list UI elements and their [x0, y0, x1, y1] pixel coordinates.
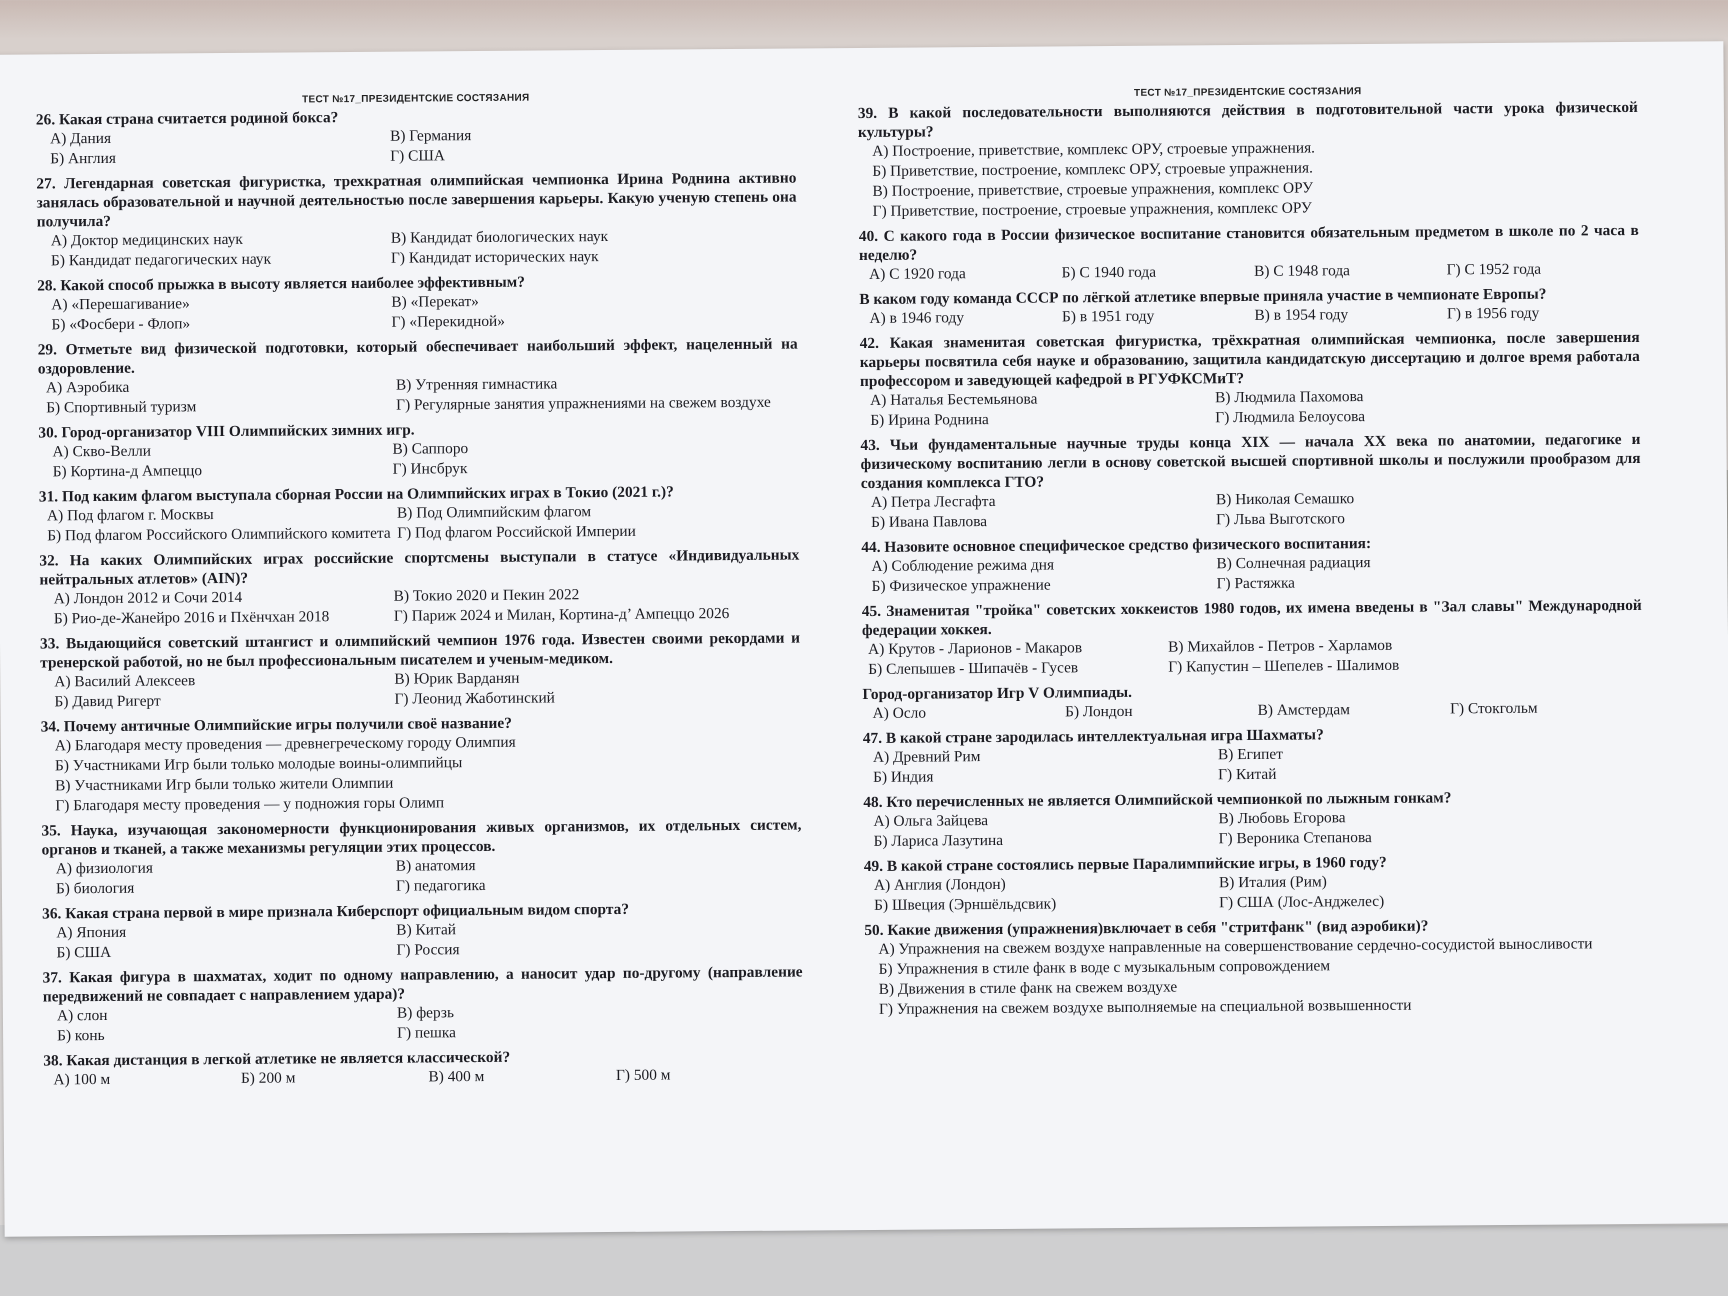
answer-option: В) Построение, приветствие, строевые упражнения, комплекс ОРУ — [872, 179, 1314, 200]
left-questions — [36, 105, 804, 1091]
answer-option: В) Саппоро — [392, 440, 469, 458]
question-block — [862, 679, 1642, 724]
page-header-left: ТЕСТ №17_ПРЕЗИДЕНТСКИЕ СОСТЯЗАНИЯ — [302, 92, 530, 106]
answer-option: В) ферзь — [396, 1004, 455, 1022]
question-text: 48. Кто перечисленных не является Олимпийской чемпионкой по лыжным гонкам? — [863, 789, 1452, 812]
question-text: 31. Под каким флагом выступала сборная России на Олимпийских играх в Токио (2021 г.)? — [38, 483, 674, 506]
question-block — [858, 98, 1639, 222]
question-text: 35. Наука, изучающая закономерности функционирования живых организмов, их отдельных систем, органов и тканей, а также механизмы регуляции этих процессов. — [41, 816, 802, 859]
answer-option: А) Лондон 2012 и Сочи 2014 — [53, 588, 243, 608]
question-text: 33. Выдающийся советский штангист и олимпийский чемпион 1976 года. Известен своими рекордами и тренерской работой, но не был профессиональным писателем и ученым-медиком. — [39, 629, 801, 672]
answer-option: В) Участниками Игр были только жители Олимпии — [55, 774, 394, 795]
answer-options — [38, 437, 798, 483]
question-text: 30. Город-организатор VIII Олимпийских зимних игр. — [38, 421, 415, 442]
answer-option: А) Василий Алексеев — [54, 672, 196, 691]
answer-option: Б) Давид Ригерт — [54, 692, 161, 711]
answer-option: В) Любовь Егорова — [1218, 809, 1346, 828]
answer-option: Б) конь — [57, 1026, 105, 1045]
question-text: 34. Почему античные Олимпийские игры получили своё название? — [40, 714, 512, 736]
question-block — [43, 1045, 803, 1090]
answer-option: Б) Упражнения в стиле фанк в воде с музыкальным сопровождением — [878, 957, 1331, 978]
answer-option: А) Осло — [872, 704, 927, 722]
question-block — [41, 712, 802, 817]
question-text: 50. Какие движения (упражнения)включает в себя "стритфанк" (вид аэробики)? — [864, 917, 1429, 940]
question-text: 37. Какая фигура в шахматах, ходит по одному направлению, а наносит удар по-другому (направление передвижений не совпадает с направлением удара)? — [42, 963, 803, 1006]
question-text: 39. В какой последовательности выполняются действия в подготовительной части урока физической культуры? — [857, 98, 1638, 142]
answer-option: Г) 500 м — [615, 1066, 671, 1084]
answer-option: Б) США — [56, 943, 112, 962]
answer-option: А) Дания — [49, 129, 112, 148]
question-text: 40. С какого года в России физическое воспитание становится обязательным предметом в школе по 2 часа в неделю? — [858, 221, 1639, 265]
answer-option: А) Благодаря месту проведения — древнегреческому городу Олимпия — [54, 733, 516, 755]
answer-option: В) анатомия — [395, 857, 476, 875]
answer-option: В) 400 м — [428, 1067, 485, 1086]
answer-options — [42, 917, 802, 963]
answer-option: А) Япония — [56, 923, 127, 942]
question-block — [37, 271, 797, 336]
answer-options — [43, 1000, 803, 1046]
answer-options — [864, 934, 1645, 1020]
answer-option: Г) педагогика — [395, 876, 486, 895]
answer-option: А) Упражнения на свежем воздухе направленные на совершенствование сердечно-сосудистой выносливости — [878, 935, 1593, 958]
answer-option: А) Наталья Бестемьянова — [870, 390, 1038, 409]
question-text: 38. Какая дистанция в легкой атлетике не является классической? — [43, 1048, 511, 1070]
question-block — [860, 328, 1641, 431]
answer-option: Б) Участниками Игр были только молодые воины-олимпийцы — [54, 754, 463, 775]
answer-option: В) Кандидат биологических наук — [390, 227, 609, 247]
question-block — [864, 915, 1645, 1020]
answer-options — [42, 853, 802, 899]
answer-options — [39, 501, 799, 547]
answer-options — [863, 806, 1643, 852]
question-block — [36, 105, 796, 170]
question-text: 47. В какой стране зародилась интеллектуальная игра Шахматы? — [862, 726, 1324, 748]
answer-option: Г) Кандидат исторических наук — [390, 248, 599, 267]
answer-options — [36, 124, 796, 170]
answer-option: В) Италия (Рим) — [1218, 873, 1327, 892]
test-sheet — [0, 41, 1728, 1237]
answer-option: В) Египет — [1217, 745, 1283, 764]
question-block — [862, 596, 1643, 680]
answer-option: Г) Льва Выготского — [1216, 510, 1345, 529]
answer-option: Б) Слепышев - Шипачёв - Гусев — [868, 659, 1079, 678]
answer-option: А) Соблюдение режима дня — [871, 556, 1055, 575]
answer-option: А) «Перешагивание» — [51, 295, 190, 314]
question-block — [861, 532, 1641, 597]
answer-option: Б) «Фосбери - Флоп» — [51, 315, 191, 334]
answer-option: Г) «Перекидной» — [391, 312, 506, 331]
answer-option: А) Англия (Лондон) — [873, 875, 1006, 894]
answer-option: Г) Вероника Степанова — [1218, 829, 1372, 848]
question-text: 43. Чьи фундаментальные научные труды конца XIX — начала XX века по анатомии, педагогике и физическому воспитанию легли в основу советской высшей спортивной школы и послужили прообразом для создания комплекса ГТО? — [860, 430, 1641, 493]
answer-option: Г) Растяжка — [1216, 574, 1296, 593]
answer-option: В) Юрик Варданян — [394, 669, 520, 688]
answer-option: Б) Кандидат педагогических наук — [50, 250, 272, 270]
answer-option: Б) Швеция (Эрншёльдсвик) — [874, 895, 1057, 914]
answer-option: В) Михайлов - Петров - Харламов — [1168, 636, 1393, 656]
answer-option: Б) Рио-де-Жанейро 2016 и Пхёнчхан 2018 — [53, 608, 330, 628]
answer-option: А) Построение, приветствие, комплекс ОРУ, строевые упражнения. — [872, 139, 1316, 160]
answer-option: Б) Ивана Павлова — [871, 513, 988, 531]
page-header-right: ТЕСТ №17_ПРЕЗИДЕНТСКИЕ СОСТЯЗАНИЯ — [1133, 86, 1362, 99]
answer-option: А) Древний Рим — [872, 748, 981, 766]
answer-option: В) Под Олимпийским флагом — [396, 503, 592, 522]
answer-option: Б) Физическое упражнение — [871, 576, 1051, 595]
left-column — [35, 49, 803, 1096]
question-block — [39, 482, 799, 547]
answer-options — [37, 290, 797, 336]
answer-option: А) физиология — [55, 859, 153, 878]
answer-option: В) С 1948 года — [1254, 262, 1351, 280]
answer-option: Г) Упражнения на свежем воздухе выполняемые на специальной возвышенности — [878, 996, 1412, 1018]
answer-option: Б) Лариса Лазутина — [873, 831, 1004, 850]
answer-option: Г) Регулярные занятия упражнениями на свежем воздухе — [396, 393, 771, 414]
answer-option: А) Ольга Зайцева — [873, 812, 989, 830]
answer-option: Б) Под флагом Российского Олимпийского комитета — [47, 524, 391, 545]
question-text: 27. Легендарная советская фигуристка, трехкратная олимпийская чемпионка Ирина Роднина активно занялась образовательной и научной деятельностью после завершения карьеры. Какую ученую степень она получила? — [36, 169, 797, 231]
answer-option: А) Крутов - Ларионов - Макаров — [868, 639, 1083, 658]
answer-option: Г) Стокгольм — [1450, 699, 1538, 718]
answer-option: Г) Леонид Жаботинский — [394, 689, 555, 708]
answer-option: Г) Россия — [396, 941, 460, 959]
answer-option: Г) США — [390, 147, 446, 165]
answer-option: Б) Спортивный туризм — [46, 398, 197, 417]
answer-option: А) Аэробика — [45, 378, 130, 397]
answer-option: Б) в 1951 году — [1061, 307, 1155, 326]
question-block — [859, 284, 1639, 329]
question-text: 32. На каких Олимпийских играх российские спортсмены выступали в статусе «Индивидуальных нейтральных атлетов» (AIN)? — [39, 546, 800, 589]
answer-option: В) Людмила Пахомова — [1215, 388, 1364, 407]
question-text: 29. Отметьте вид физической подготовки, который обеспечивает наибольший эффект, нацеленный на оздоровление. — [37, 335, 798, 378]
answer-options — [38, 373, 798, 419]
answer-options — [861, 487, 1641, 533]
question-block — [859, 221, 1639, 285]
answer-options — [40, 584, 800, 630]
question-text: 36. Какая страна первой в мире признала Киберспорт официальным видом спорта? — [42, 900, 630, 923]
answer-option: Б) Приветствие, построение, комплекс ОРУ, строевые упражнения. — [872, 159, 1313, 180]
question-block — [40, 629, 801, 713]
question-text: 26. Какая страна считается родиной бокса? — [35, 109, 339, 129]
answer-option: В) Солнечная радиация — [1216, 554, 1371, 573]
answer-option: Б) С 1940 года — [1061, 263, 1157, 282]
answer-option: Б) Англия — [50, 149, 116, 168]
answer-option: В) Утренняя гимнастика — [395, 375, 558, 394]
question-block — [863, 723, 1643, 788]
question-block — [36, 169, 797, 272]
question-text: 45. Знаменитая "тройка" советских хоккеистов 1980 годов, их имена введены в "Зал славы" Международной федерации хоккея. — [861, 596, 1642, 640]
answer-options — [37, 226, 797, 272]
question-text: В каком году команда СССР по лёгкой атлетике впервые приняла участие в чемпионате Европы? — [859, 285, 1547, 309]
answer-option: В) Николая Семашко — [1215, 490, 1355, 509]
answer-option: Б) 200 м — [240, 1069, 296, 1087]
answer-options — [863, 742, 1643, 788]
question-text: 44. Назовите основное специфическое средство физического воспитания: — [861, 535, 1372, 557]
answer-option: Б) Лондон — [1065, 702, 1133, 721]
question-block — [43, 962, 804, 1046]
answer-option: А) Скво-Велли — [52, 442, 152, 461]
answer-option: Г) Приветствие, построение, строевые упражнения, комплекс ОРУ — [872, 199, 1312, 220]
answer-option: Г) Под флагом Российской Империи — [397, 522, 636, 542]
question-block — [38, 418, 798, 483]
answer-options — [864, 870, 1644, 916]
answer-option: В) Амстердам — [1257, 701, 1351, 719]
answer-options — [860, 385, 1640, 431]
answer-option: В) Движения в стиле фанк на свежем воздухе — [878, 978, 1178, 998]
answer-options — [861, 551, 1641, 597]
answer-options — [41, 730, 802, 816]
answer-option: А) Под флагом г. Москвы — [46, 506, 214, 525]
answer-options — [40, 667, 800, 713]
answer-option: А) Доктор медицинских наук — [50, 230, 243, 250]
table-surface — [0, 1225, 1728, 1296]
question-block — [39, 546, 800, 630]
answer-option: Г) С 1952 года — [1446, 260, 1542, 279]
question-block — [864, 851, 1644, 916]
question-text: 42. Какая знаменитая советская фигуристка, трёхкратная олимпийская чемпионка, после завершения карьеры посвятила себя науке и образованию, защитила кандидатскую диссертацию и долгое время работала профессором и заведующей кафедрой в РГУФКСМиТ? — [859, 328, 1640, 391]
answer-options — [862, 634, 1642, 680]
answer-option: В) Токио 2020 и Пекин 2022 — [393, 586, 580, 605]
answer-option: Б) Индия — [873, 768, 934, 786]
question-text: 49. В какой стране состоялись первые Паралимпийские игры, в 1960 году? — [863, 853, 1387, 876]
answer-option: Г) Париж 2024 и Милан, Кортина-д’ Ампеццо 2026 — [393, 605, 730, 625]
question-block — [41, 815, 802, 899]
answer-option: В) Германия — [389, 127, 472, 145]
answer-option: Б) Кортина-д Ампеццо — [52, 462, 203, 481]
question-block — [38, 335, 799, 419]
answer-options — [858, 136, 1639, 222]
question-block — [863, 787, 1643, 852]
question-text: 28. Какой способ прыжка в высоту является наиболее эффективным? — [37, 273, 525, 295]
answer-option: В) «Перекат» — [391, 293, 479, 311]
answer-option: А) слон — [56, 1006, 108, 1025]
answer-option: Г) в 1956 году — [1446, 304, 1540, 323]
question-block — [860, 430, 1641, 533]
answer-option: Г) Капустин – Шепелев - Шалимов — [1168, 656, 1400, 676]
answer-option: Б) биология — [55, 879, 135, 898]
right-column — [857, 42, 1645, 1025]
answer-option: В) в 1954 году — [1254, 306, 1349, 324]
answer-option: Г) Инсбрук — [392, 460, 468, 478]
answer-option: Г) Благодаря месту проведения — у подножия горы Олимп — [55, 794, 445, 815]
answer-option: Б) Ирина Роднина — [870, 411, 989, 429]
answer-option: В) Китай — [396, 921, 457, 939]
question-text: Город-организатор Игр V Олимпиады. — [862, 683, 1133, 704]
answer-option: А) в 1946 году — [869, 309, 965, 327]
answer-option: А) С 1920 года — [869, 265, 966, 283]
answer-option: Г) Людмила Белоусова — [1215, 408, 1366, 427]
answer-option: Г) пешка — [397, 1024, 457, 1042]
answer-option: А) Петра Лесгафта — [870, 492, 996, 511]
question-block — [42, 898, 802, 963]
answer-option: А) 100 м — [53, 1070, 111, 1089]
right-questions — [858, 98, 1645, 1020]
answer-option: Г) Китай — [1218, 765, 1277, 784]
answer-option: Г) США (Лос-Анджелес) — [1219, 892, 1385, 912]
